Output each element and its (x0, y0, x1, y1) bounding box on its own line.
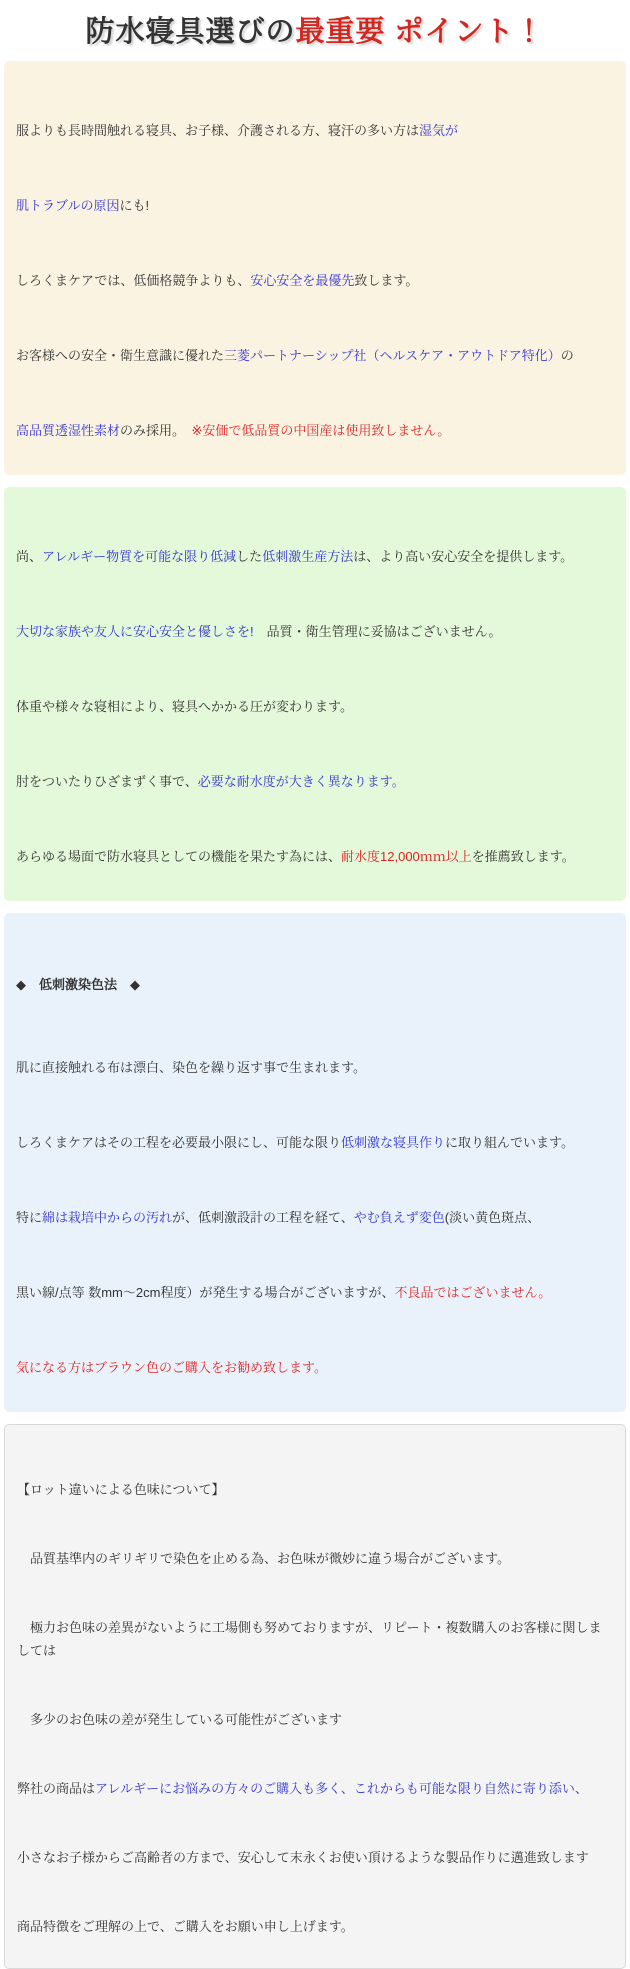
text-segment: 大切な家族や友人に安心安全と優しさを! (16, 624, 267, 639)
text-line (17, 1547, 613, 1570)
text-segment: (淡い黄色斑点、 (444, 1210, 541, 1225)
text-segment: 極力お色味の差異がないように工場側も努めておりますが、リピート・複数購入のお客様に関しましては (17, 1620, 602, 1658)
text-segment: 多少のお色味の差が発生している可能性がございます (17, 1712, 343, 1727)
text-segment: 不良品ではございません。 (394, 1285, 552, 1300)
text-segment: 低刺激生産方法 (262, 549, 354, 564)
text-line (16, 769, 614, 794)
text-segment: 必要な耐水度が大きく異なります。 (197, 774, 405, 789)
text-segment: あらゆる場面で防水寝具としての機能を果たす為には、 (16, 849, 342, 864)
text-line (16, 118, 614, 143)
text-segment: 商品特徴をご理解の上で、ご購入をお願い申し上げます。 (17, 1919, 354, 1934)
text-segment: ※安価で低品質の中国産は使用致しません。 (191, 423, 451, 438)
text-segment: 体重や様々な寝相により、寝具へかかる圧が変わります。 (16, 699, 353, 714)
page-title-red-part: 最重要 ポイント！ (295, 16, 545, 48)
text-line (17, 1915, 613, 1938)
text-segment: した (236, 549, 263, 564)
text-segment: に取り組んでいます。 (445, 1135, 574, 1150)
text-segment: は、より高い安心安全を提供します。 (353, 549, 574, 564)
text-segment: ◆ 低刺激染色法 ◆ (16, 977, 140, 992)
page-title-black-part: 防水寝具選びの (85, 16, 296, 48)
text-segment: お客様への安全・衛生意識に優れた (16, 348, 225, 363)
text-line (17, 1846, 613, 1869)
text-line (16, 268, 614, 293)
text-line (16, 544, 614, 569)
text-line (16, 1130, 614, 1155)
text-segment: 気になる方はブラウン色のご購入をお勧め致します。 (16, 1360, 327, 1375)
text-segment: しろくまケアでは、低価格競争よりも、 (16, 273, 251, 288)
text-line (17, 1708, 613, 1731)
text-segment: アレルギーにお悩みの方々のご購入も多く、これからも可能な限り自然に寄り添い、 (95, 1781, 588, 1796)
text-segment: を推薦致します。 (471, 849, 575, 864)
text-segment: 特に (16, 1210, 43, 1225)
text-line (16, 1280, 614, 1305)
notice-box-safety-materials (4, 61, 626, 475)
text-line (16, 193, 614, 218)
text-segment: 肌に直接触れる布は漂白、染色を繰り返す事で生まれます。 (16, 1060, 366, 1075)
text-segment: 綿は栽培中からの汚れ (42, 1210, 173, 1225)
text-segment: 低刺激な寝具作り (341, 1135, 446, 1150)
page-title (0, 9, 630, 50)
text-segment: 耐水度12,000ｍｍ以上 (341, 849, 472, 864)
text-segment: 服よりも長時間触れる寝具、お子様、介護される方、寝汗の多い方は (16, 123, 420, 138)
text-segment: アレルギー物質を可能な限り低減 (42, 549, 237, 564)
text-segment: 【ロット違いによる色味について】 (17, 1482, 225, 1497)
lot-color-section-header (17, 1478, 613, 1501)
text-line (16, 1055, 614, 1080)
text-segment: 品質・衛生管理に妥協はございません。 (266, 624, 502, 639)
text-segment: 弊社の商品は (17, 1781, 96, 1796)
text-segment: 黒い線/点等 数mm～2cm程度）が発生する場合がございますが、 (16, 1285, 395, 1300)
text-line (17, 1616, 613, 1662)
text-segment: 肌トラブルの原因 (16, 198, 120, 213)
text-segment: 致します。 (354, 273, 419, 288)
text-segment: 三菱パートナーシップ社（ヘルスケア・アウトドア特化） (224, 348, 561, 363)
text-line (16, 844, 614, 869)
text-segment: 肘をついたりひざまずく事で、 (16, 774, 198, 789)
text-segment: の (560, 348, 574, 363)
text-segment: しろくまケアはその工程を必要最小限にし、可能な限り (16, 1135, 342, 1150)
text-segment: 品質基準内のギリギリで染色を止める為、お色味が微妙に違う場合がございます。 (17, 1551, 510, 1566)
text-line (17, 1777, 613, 1800)
text-segment: にも! (119, 198, 150, 213)
notice-box-lot-color-difference (4, 1424, 626, 1969)
text-line (16, 619, 614, 644)
notice-box-allergy-water-resistance (4, 487, 626, 901)
text-segment: のみ採用。 (120, 423, 192, 438)
text-segment: 安心安全を最優先 (250, 273, 355, 288)
dyeing-section-header (16, 972, 614, 997)
text-line (16, 1355, 614, 1380)
text-segment: やむ負えず変色 (353, 1210, 445, 1225)
text-segment: 小さなお子様からご高齢者の方まで、安心して末永くお使い頂けるような製品作りに邁進致します (17, 1850, 589, 1865)
text-line (16, 343, 614, 368)
notice-box-low-irritation-dyeing (4, 913, 626, 1412)
text-segment: 高品質透湿性素材 (16, 423, 121, 438)
text-segment: 尚、 (16, 549, 43, 564)
text-segment: 湿気が (419, 123, 459, 138)
text-line (16, 1205, 614, 1230)
text-line (16, 694, 614, 719)
text-segment: が、低刺激設計の工程を経て、 (172, 1210, 354, 1225)
text-line (16, 418, 614, 443)
